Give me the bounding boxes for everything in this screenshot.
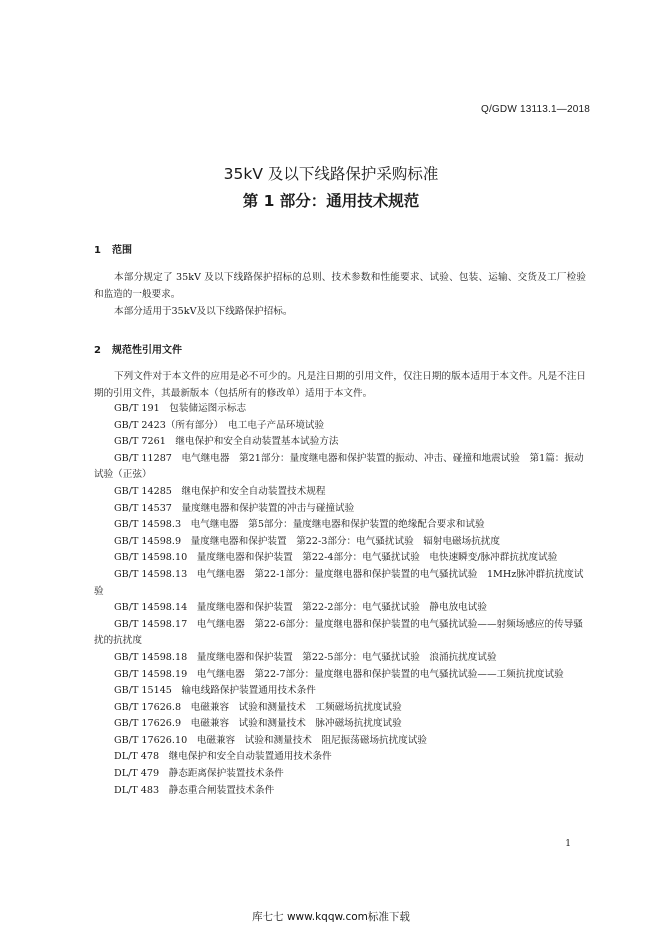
reference-item: GB/T 14598.13 电气继电器 第22-1部分：量度继电器和保护装置的电气骚扰试验 1MHz脉冲群抗扰度试验 [94, 568, 584, 597]
reference-item: GB/T 7261 继电保护和安全自动装置基本试验方法 [114, 436, 339, 448]
standard-code: Q/GDW 13113.1—2018 [480, 104, 590, 115]
reference-item: GB/T 14537 量度继电器和保护装置的冲击与碰撞试验 [114, 502, 355, 514]
reference-item: GB/T 14598.14 量度继电器和保护装置 第22-2部分：电气骚扰试验 静电放电试验 [114, 602, 487, 614]
scope-paragraph: 本部分规定了 35kV 及以下线路保护招标的总则、技术参数和性能要求、试验、包装、运输、交货及工厂检验和监造的一般要求。 [94, 272, 586, 300]
reference-item: GB/T 14598.3 电气继电器 第5部分：量度继电器和保护装置的绝缘配合要求和试验 [114, 519, 485, 531]
references-intro-paragraph: 下列文件对于本文件的应用是必不可少的。凡是注日期的引用文件，仅注日期的版本适用于本文件。凡是不注日期的引用文件，其最新版本（包括所有的修改单）适用于本文件。 [94, 371, 586, 399]
reference-item: GB/T 14598.18 量度继电器和保护装置 第22-5部分：电气骚扰试验 浪涌抗扰度试验 [114, 651, 497, 663]
document-title: 35kV 及以下线路保护采购标准 [223, 165, 439, 183]
reference-item: GB/T 14598.19 电气继电器 第22-7部分：量度继电器和保护装置的电气骚扰试验——工频抗扰度试验 [114, 668, 564, 680]
section-heading-normative-references [94, 341, 182, 356]
section-title: 范围 [112, 245, 132, 256]
reference-item: DL/T 483 静态重合闸装置技术条件 [114, 784, 275, 796]
reference-list [94, 401, 586, 799]
section-number: 1 [94, 245, 101, 256]
reference-item: DL/T 479 静态距离保护装置技术条件 [114, 768, 284, 780]
reference-item: GB/T 17626.10 电磁兼容 试验和测量技术 阻尼振荡磁场抗扰度试验 [114, 734, 428, 746]
document-subtitle: 第 1 部分：通用技术规范 [242, 192, 420, 210]
reference-item: GB/T 14598.9 量度继电器和保护装置 第22-3部分：电气骚扰试验 辐射电磁场抗扰度 [114, 535, 501, 547]
scope-paragraph: 本部分适用于35kV及以下线路保护招标。 [114, 306, 293, 317]
reference-item: GB/T 191 包装储运图示标志 [114, 403, 247, 414]
reference-item: DL/T 478 继电保护和安全自动装置通用技术条件 [114, 751, 332, 763]
reference-item: GB/T 14285 继电保护和安全自动装置技术规程 [114, 485, 326, 497]
reference-item: GB/T 15145 输电线路保护装置通用技术条件 [114, 685, 316, 697]
page-number: 1 [565, 839, 571, 849]
section-heading-scope [94, 241, 132, 256]
reference-item: GB/T 2423（所有部分） 电工电子产品环境试验 [114, 419, 325, 431]
reference-item: GB/T 11287 电气继电器 第21部分：量度继电器和保护装置的振动、冲击、碰撞和地震试验 第1篇：振动试验（正弦） [94, 452, 584, 481]
section-number: 2 [94, 345, 101, 356]
site-footer-watermark: 库七七 www.kqqw.com标准下载 [252, 911, 410, 923]
reference-item: GB/T 17626.8 电磁兼容 试验和测量技术 工频磁场抗扰度试验 [114, 701, 402, 713]
reference-item: GB/T 14598.17 电气继电器 第22-6部分：量度继电器和保护装置的电气骚扰试验——射频场感应的传导骚扰的抗扰度 [94, 618, 583, 647]
reference-item: GB/T 17626.9 电磁兼容 试验和测量技术 脉冲磁场抗扰度试验 [114, 718, 402, 730]
section-title: 规范性引用文件 [112, 345, 182, 356]
reference-item: GB/T 14598.10 量度继电器和保护装置 第22-4部分：电气骚扰试验 电快速瞬变/脉冲群抗扰度试验 [114, 552, 558, 564]
